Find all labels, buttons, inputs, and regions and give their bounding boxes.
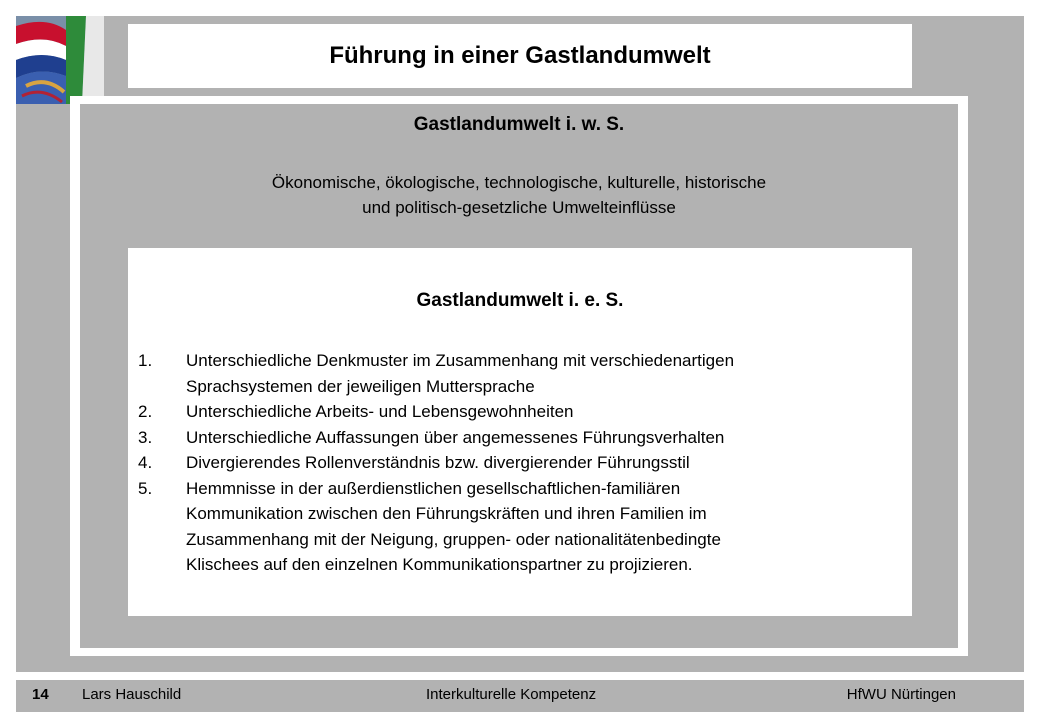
footer-author: Lars Hauschild: [82, 686, 182, 703]
slide-title: Führung in einer Gastlandumwelt: [329, 42, 711, 69]
list-line: Unterschiedliche Auffassungen über angemessenes Führungsverhalten: [186, 427, 725, 447]
outer-description: [80, 170, 958, 220]
list-number: 1.: [138, 351, 153, 370]
footer-course: Interkulturelle Kompetenz: [426, 686, 597, 703]
list-text: [186, 348, 898, 399]
list-line: Hemmnisse in der außerdienstlichen gesellschaftlichen-familiären: [186, 478, 681, 498]
list-text: [186, 399, 898, 425]
list-number: 4.: [138, 453, 153, 472]
list-line: Unterschiedliche Arbeits- und Lebensgewohnheiten: [186, 402, 574, 421]
list-item: [138, 425, 898, 451]
title-box: [128, 24, 912, 88]
list-item: [138, 450, 898, 476]
list-line: Klischees auf den einzelnen Kommunikationspartner zu projizieren.: [186, 555, 693, 574]
list-number: 3.: [138, 427, 153, 447]
footer-bar: [16, 680, 1024, 712]
inner-heading: Gastlandumwelt i. e. S.: [416, 290, 624, 311]
outer-heading: Gastlandumwelt i. w. S.: [413, 114, 625, 135]
outer-desc-line: und politisch-gesetzliche Umwelteinflüsse: [362, 198, 676, 217]
inner-box: [128, 248, 912, 616]
outer-desc-line: Ökonomische, ökologische, technologische, kulturelle, historische: [271, 173, 767, 192]
footer-school: HfWU Nürtingen: [846, 686, 956, 703]
list-line: Zusammenhang mit der Neigung, gruppen- oder nationalitätenbedingte: [186, 529, 721, 549]
list-line: Kommunikation zwischen den Führungskräften und ihren Familien im: [186, 504, 707, 523]
list-line: Sprachsystemen der jeweiligen Muttersprache: [186, 376, 535, 396]
list-item: [138, 399, 898, 425]
flags-logo-icon: [16, 16, 104, 104]
list-text: [186, 476, 898, 578]
list-item: [138, 476, 898, 578]
list-line: Unterschiedliche Denkmuster im Zusammenhang mit verschiedenartigen: [186, 351, 735, 370]
list-text: [186, 425, 898, 451]
list-number: 2.: [138, 402, 153, 421]
list-number: 5.: [138, 478, 153, 498]
factor-list: [138, 348, 898, 578]
list-item: [138, 348, 898, 399]
page-number: 14: [32, 686, 49, 703]
list-text: [186, 450, 898, 476]
list-line: Divergierendes Rollenverständnis bzw. divergierender Führungsstil: [186, 453, 690, 472]
